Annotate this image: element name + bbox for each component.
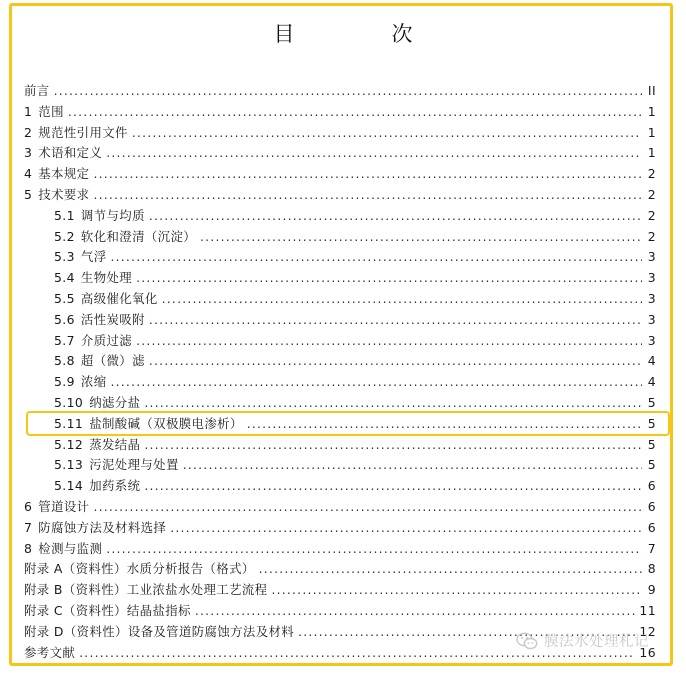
toc-entry-text: 术语和定义 <box>38 145 103 161</box>
toc-entry-number: 8 <box>24 540 33 556</box>
toc-entry-page: 2 <box>647 166 656 182</box>
toc-entry <box>24 559 656 580</box>
toc-entry <box>24 164 656 185</box>
watermark <box>516 630 649 651</box>
dot-leader <box>259 559 642 580</box>
toc-entry-page: 8 <box>647 561 656 577</box>
toc-entry-text: 软化和澄清（沉淀） <box>80 228 197 244</box>
toc-title: 目 次 <box>273 22 451 46</box>
dot-leader <box>195 601 636 622</box>
toc-entry-label <box>54 268 132 289</box>
dot-leader <box>93 164 642 185</box>
toc-entry-page: 12 <box>639 623 656 639</box>
dot-leader <box>106 143 642 164</box>
toc-entry <box>24 372 656 393</box>
toc-entry-text: 纳滤分盐 <box>89 394 141 410</box>
dot-leader <box>106 539 642 560</box>
toc-entry-label <box>24 518 166 539</box>
toc-entry-page: 9 <box>647 582 656 598</box>
toc-entry-number: 1 <box>24 103 33 119</box>
toc-entry-number: 5 <box>24 186 33 202</box>
toc-entry-text: 规范性引用文件 <box>38 124 128 140</box>
toc-entry-number: 5.12 <box>54 436 84 452</box>
toc-entry-page: 5 <box>647 415 656 431</box>
toc-entry-number: 5.9 <box>54 374 75 390</box>
toc-entry-text: 管道设计 <box>38 498 90 514</box>
toc-entry <box>24 518 656 539</box>
dot-leader <box>54 81 642 102</box>
toc-entry-text: 污泥处理与处置 <box>89 457 179 473</box>
toc-entry-text: 活性炭吸附 <box>80 311 145 327</box>
toc-entry-text: 气浮 <box>80 249 107 265</box>
toc-entry <box>24 227 656 248</box>
toc-entry-number: 2 <box>24 124 33 140</box>
toc-entry-number: 5.11 <box>54 415 84 431</box>
toc-entry <box>24 289 656 310</box>
toc-entry-label <box>24 539 102 560</box>
toc-entry-text: 参考文献 <box>24 644 76 660</box>
dot-leader <box>111 372 643 393</box>
toc-entry-label <box>24 559 255 580</box>
toc-entry-label <box>54 206 145 227</box>
dot-leader <box>111 247 643 268</box>
toc-entry <box>24 185 656 206</box>
toc-entry-page: 3 <box>647 332 656 348</box>
highlight-box-5-11 <box>26 411 670 436</box>
toc-entry-label <box>54 476 140 497</box>
wechat-icon <box>516 632 538 650</box>
toc-entry-number: 5.8 <box>54 353 75 369</box>
toc-entry-number: 5.10 <box>54 394 84 410</box>
toc-entry-text: 盐制酸碱（双极膜电渗析） <box>89 415 243 431</box>
toc-entry-label <box>54 331 132 352</box>
toc-entry-label <box>24 185 89 206</box>
toc-entry-text: 超（微）滤 <box>80 353 145 369</box>
toc-entry-page: 3 <box>647 249 656 265</box>
toc-entry-text: 高级催化氧化 <box>80 290 158 306</box>
toc-entry-number: 5.14 <box>54 478 84 494</box>
toc-entry-page: 6 <box>647 498 656 514</box>
toc-entry <box>24 81 656 102</box>
toc-entry-page: 4 <box>647 374 656 390</box>
toc-entry-label <box>54 372 107 393</box>
toc-entry-label <box>24 102 64 123</box>
toc-entry-page: II <box>647 83 656 98</box>
toc-entry-label <box>24 81 50 102</box>
toc-entry-number: 5.13 <box>54 457 84 473</box>
toc-entry-page: 1 <box>647 103 656 119</box>
toc-entry-page: 5 <box>647 436 656 452</box>
dot-leader <box>136 268 642 289</box>
toc-entry-text: 加药系统 <box>89 478 141 494</box>
dot-leader <box>162 289 642 310</box>
toc-entry <box>24 206 656 227</box>
toc-entry-label <box>24 497 89 518</box>
toc-entry-label <box>24 601 191 622</box>
toc-entry-page: 5 <box>647 394 656 410</box>
toc-entry-number: 5.5 <box>54 290 75 306</box>
toc-entry-number: 5.4 <box>54 270 75 286</box>
toc-entry-page: 3 <box>647 311 656 327</box>
table-of-contents <box>24 81 656 663</box>
toc-entry <box>24 268 656 289</box>
toc-entry-page: 11 <box>639 602 656 618</box>
toc-entry-page: 2 <box>647 186 656 202</box>
toc-entry-page: 3 <box>647 270 656 286</box>
dot-leader <box>132 123 642 144</box>
toc-entry-number: 5.6 <box>54 311 75 327</box>
toc-entry <box>24 601 656 622</box>
toc-entry <box>24 102 656 123</box>
toc-entry-number: 6 <box>24 498 33 514</box>
toc-entry-label <box>24 143 102 164</box>
toc-entry-number: 5.2 <box>54 228 75 244</box>
toc-entry-page: 4 <box>647 353 656 369</box>
dot-leader <box>68 102 642 123</box>
toc-entry-label <box>24 164 89 185</box>
toc-entry-page: 6 <box>647 519 656 535</box>
toc-entry-label <box>54 351 145 372</box>
toc-entry <box>24 310 656 331</box>
dot-leader <box>136 331 642 352</box>
toc-entry-label <box>54 310 145 331</box>
toc-entry-label <box>24 622 294 643</box>
dot-leader <box>93 185 642 206</box>
toc-entry-page: 6 <box>647 478 656 494</box>
toc-entry-label <box>54 289 158 310</box>
toc-entry-label <box>54 227 196 248</box>
toc-entry-page: 3 <box>647 290 656 306</box>
dot-leader <box>149 351 642 372</box>
toc-entry-text: 检测与监测 <box>38 540 103 556</box>
dot-leader <box>170 518 642 539</box>
toc-entry-text: 前言 <box>24 83 50 98</box>
toc-entry-page: 16 <box>639 644 656 660</box>
toc-entry-page: 2 <box>647 228 656 244</box>
toc-entry-text: 技术要求 <box>38 186 90 202</box>
toc-entry-number: 5.1 <box>54 207 75 223</box>
toc-entry <box>24 497 656 518</box>
toc-entry-text: 防腐蚀方法及材料选择 <box>38 519 167 535</box>
toc-entry <box>24 435 656 456</box>
toc-entry-text: 调节与均质 <box>80 207 145 223</box>
toc-entry <box>24 455 656 476</box>
toc-entry-page: 1 <box>647 145 656 161</box>
toc-entry-number: 5.7 <box>54 332 75 348</box>
toc-entry-text: 附录 D（资料性）设备及管道防腐蚀方法及材料 <box>24 623 295 639</box>
dot-leader <box>144 435 642 456</box>
toc-entry <box>24 143 656 164</box>
toc-entry-label <box>24 580 267 601</box>
toc-entry-text: 附录 B（资料性）工业浓盐水处理工艺流程 <box>24 582 268 598</box>
toc-entry-text: 附录 C（资料性）结晶盐指标 <box>24 602 191 618</box>
toc-entry <box>24 580 656 601</box>
toc-entry-text: 介质过滤 <box>80 332 133 348</box>
toc-entry <box>24 539 656 560</box>
dot-leader <box>144 476 642 497</box>
toc-entry-number: 7 <box>24 519 33 535</box>
toc-entry-page: 5 <box>647 457 656 473</box>
toc-entry-text: 蒸发结晶 <box>89 436 141 452</box>
toc-entry <box>24 247 656 268</box>
watermark-text: 膜法水处理札记 <box>544 634 649 650</box>
toc-entry-page: 2 <box>647 207 656 223</box>
dot-leader <box>93 497 642 518</box>
toc-entry <box>24 476 656 497</box>
toc-entry-label <box>54 247 107 268</box>
toc-entry-label <box>24 123 128 144</box>
dot-leader <box>200 227 642 248</box>
toc-entry-number: 4 <box>24 166 33 182</box>
dot-leader <box>149 310 642 331</box>
toc-entry-text: 范围 <box>38 103 64 119</box>
toc-entry-number: 3 <box>24 145 33 161</box>
toc-entry-label <box>54 435 140 456</box>
toc-entry <box>24 123 656 144</box>
toc-entry-page: 1 <box>647 124 656 140</box>
dot-leader <box>183 455 642 476</box>
dot-leader <box>271 580 642 601</box>
toc-entry-text: 生物处理 <box>80 270 133 286</box>
toc-entry-number: 5.3 <box>54 249 75 265</box>
toc-entry <box>24 331 656 352</box>
toc-entry-text: 浓缩 <box>80 374 107 390</box>
toc-entry <box>24 351 656 372</box>
toc-entry-label <box>54 455 179 476</box>
toc-entry-text: 附录 A（资料性）水质分析报告（格式） <box>24 561 255 577</box>
toc-entry-label <box>24 643 75 664</box>
toc-entry-text: 基本规定 <box>38 166 90 182</box>
dot-leader <box>149 206 642 227</box>
toc-entry-page: 7 <box>647 540 656 556</box>
